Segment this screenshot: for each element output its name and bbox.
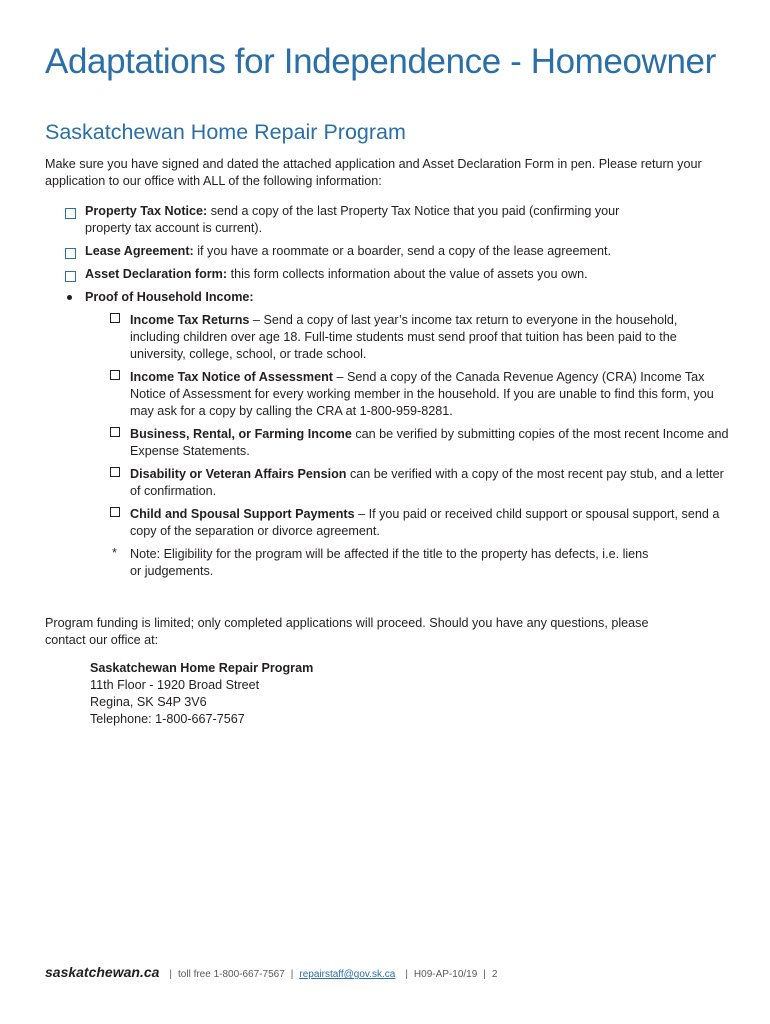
income-item-text: – Send a copy of the Canada Revenue Agency (CRA) Income Tax Notice of Assessment for every working member in the household. If you are unable to find this form, you may ask for a copy by calling the CRA at 1-800-959-8281. [130,370,714,418]
checklist-label: Property Tax Notice: [85,204,208,218]
income-heading [85,289,254,306]
pension-checkbox[interactable] [110,467,120,477]
footer-form-code: H09-AP-10/19 [413,969,478,980]
footer-brand: saskatchewan.ca [45,964,160,980]
note-asterisk: * [112,546,117,560]
income-item-notice-of-assessment [130,369,730,420]
funding-paragraph: Program funding is limited; only completed applications will proceed. Should you have any questions, please contact our office at: [45,616,649,647]
address-line2: Regina, SK S4P 3V6 [90,695,207,709]
bullet-icon [67,295,72,300]
address-line1: 11th Floor - 1920 Broad Street [90,678,260,692]
income-item-child-support [130,506,730,540]
income-item-label: Income Tax Notice of Assessment [130,370,333,384]
income-item-label: Income Tax Returns [130,313,250,327]
footer-separator: | [483,969,486,980]
page-title: Adaptations for Independence - Homeowner [45,42,716,81]
address-phone: Telephone: 1-800-667-7567 [90,712,245,726]
footer-separator: | [169,969,173,980]
checklist-text: send a copy of the last Property Tax Notice that you paid (confirming your property tax account is current). [85,204,620,235]
footer-page-number: 2 [491,969,498,980]
income-item-text: – Send a copy of last year’s income tax return to everyone in the household, including children over age 18. Full-time students must send proof that tuition has been paid to the university, college, school, or trade school. [130,313,678,361]
income-tax-returns-checkbox[interactable] [110,313,120,323]
program-subtitle: Saskatchewan Home Repair Program [45,120,406,144]
income-item-label: Disability or Veteran Affairs Pension [130,467,347,481]
income-item-text: can be verified by submitting copies of the most recent Income and Expense Statements. [130,427,729,458]
checklist-label: Lease Agreement: [85,244,194,258]
income-item-business [130,426,730,460]
checklist-item-asset-declaration [85,266,725,283]
footer-email-link[interactable]: repairstaff@gov.sk.ca [299,969,396,980]
asset-declaration-checkbox[interactable] [65,271,76,282]
checklist-label: Asset Declaration form: [85,267,228,281]
business-income-checkbox[interactable] [110,427,120,437]
footer-separator: | [290,969,294,980]
notice-of-assessment-checkbox[interactable] [110,370,120,380]
checklist-item-lease [85,243,725,260]
income-item-tax-returns [130,312,730,363]
property-tax-checkbox[interactable] [65,208,76,219]
eligibility-note: Note: Eligibility for the program will be affected if the title to the property has defects, i.e. liens or judgements. [130,547,649,578]
address-org: Saskatchewan Home Repair Program [90,661,314,675]
contact-address [90,660,313,728]
footer-tollfree: toll free 1-800-667-7567 [178,969,285,980]
lease-agreement-checkbox[interactable] [65,248,76,259]
income-item-label: Child and Spousal Support Payments [130,507,355,521]
checklist-item-property-tax [85,203,665,237]
income-item-text: – If you paid or received child support or spousal support, send a copy of the separation or divorce agreement. [130,507,720,538]
footer-separator: | [405,969,408,980]
income-item-pension [130,466,730,500]
page-footer [45,964,497,984]
checklist-text: this form collects information about the value of assets you own. [227,267,588,281]
income-item-text: can be verified with a copy of the most recent pay stub, and a letter of confirmation. [130,467,724,498]
child-support-checkbox[interactable] [110,507,120,517]
intro-paragraph: Make sure you have signed and dated the attached application and Asset Declaration Form in pen. Please return your application to our office with ALL of the following information: [45,157,702,188]
income-item-label: Business, Rental, or Farming Income [130,427,352,441]
checklist-text: if you have a roommate or a boarder, send a copy of the lease agreement. [193,244,611,258]
income-label: Proof of Household Income: [85,290,254,304]
